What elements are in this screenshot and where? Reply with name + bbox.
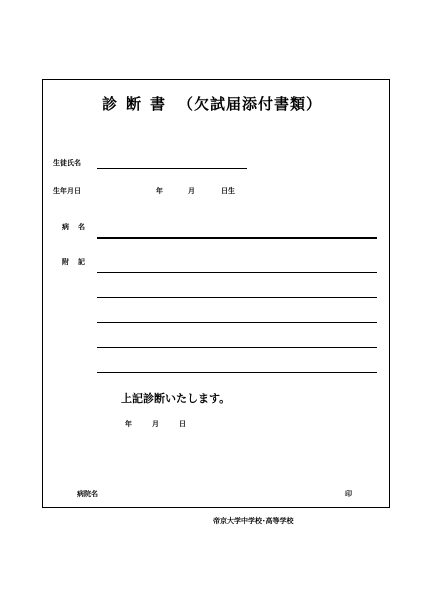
notes-line-4[interactable] xyxy=(97,347,377,348)
disease-name-label: 病名 xyxy=(62,223,94,231)
notes-label: 附記 xyxy=(62,258,94,266)
birth-month-unit: 月 xyxy=(188,187,195,195)
cert-day-unit: 日 xyxy=(179,420,186,428)
seal-label: 印 xyxy=(345,490,352,498)
cert-year-unit: 年 xyxy=(125,420,132,428)
student-name-label: 生徒氏名 xyxy=(53,159,81,167)
notes-line-3[interactable] xyxy=(97,322,377,323)
document-title xyxy=(0,93,424,114)
birth-date-label: 生年月日 xyxy=(53,187,81,195)
disease-name-field[interactable] xyxy=(97,237,377,239)
birth-year-unit: 年 xyxy=(156,187,163,195)
title-sub: （欠試届添付書類） xyxy=(178,95,323,113)
certification-statement: 上記診断いたします。 xyxy=(121,392,231,405)
school-name: 帝京大学中学校･高等学校 xyxy=(213,517,294,525)
title-main: 診断書 xyxy=(101,95,174,113)
cert-month-unit: 月 xyxy=(152,420,159,428)
notes-line-2[interactable] xyxy=(97,297,377,298)
certificate-form-frame xyxy=(42,79,390,508)
student-name-field[interactable] xyxy=(97,168,247,169)
notes-line-5[interactable] xyxy=(97,372,377,373)
birth-day-unit: 日生 xyxy=(221,187,235,195)
hospital-name-label: 病院名 xyxy=(77,490,98,498)
notes-line-1[interactable] xyxy=(97,272,377,273)
